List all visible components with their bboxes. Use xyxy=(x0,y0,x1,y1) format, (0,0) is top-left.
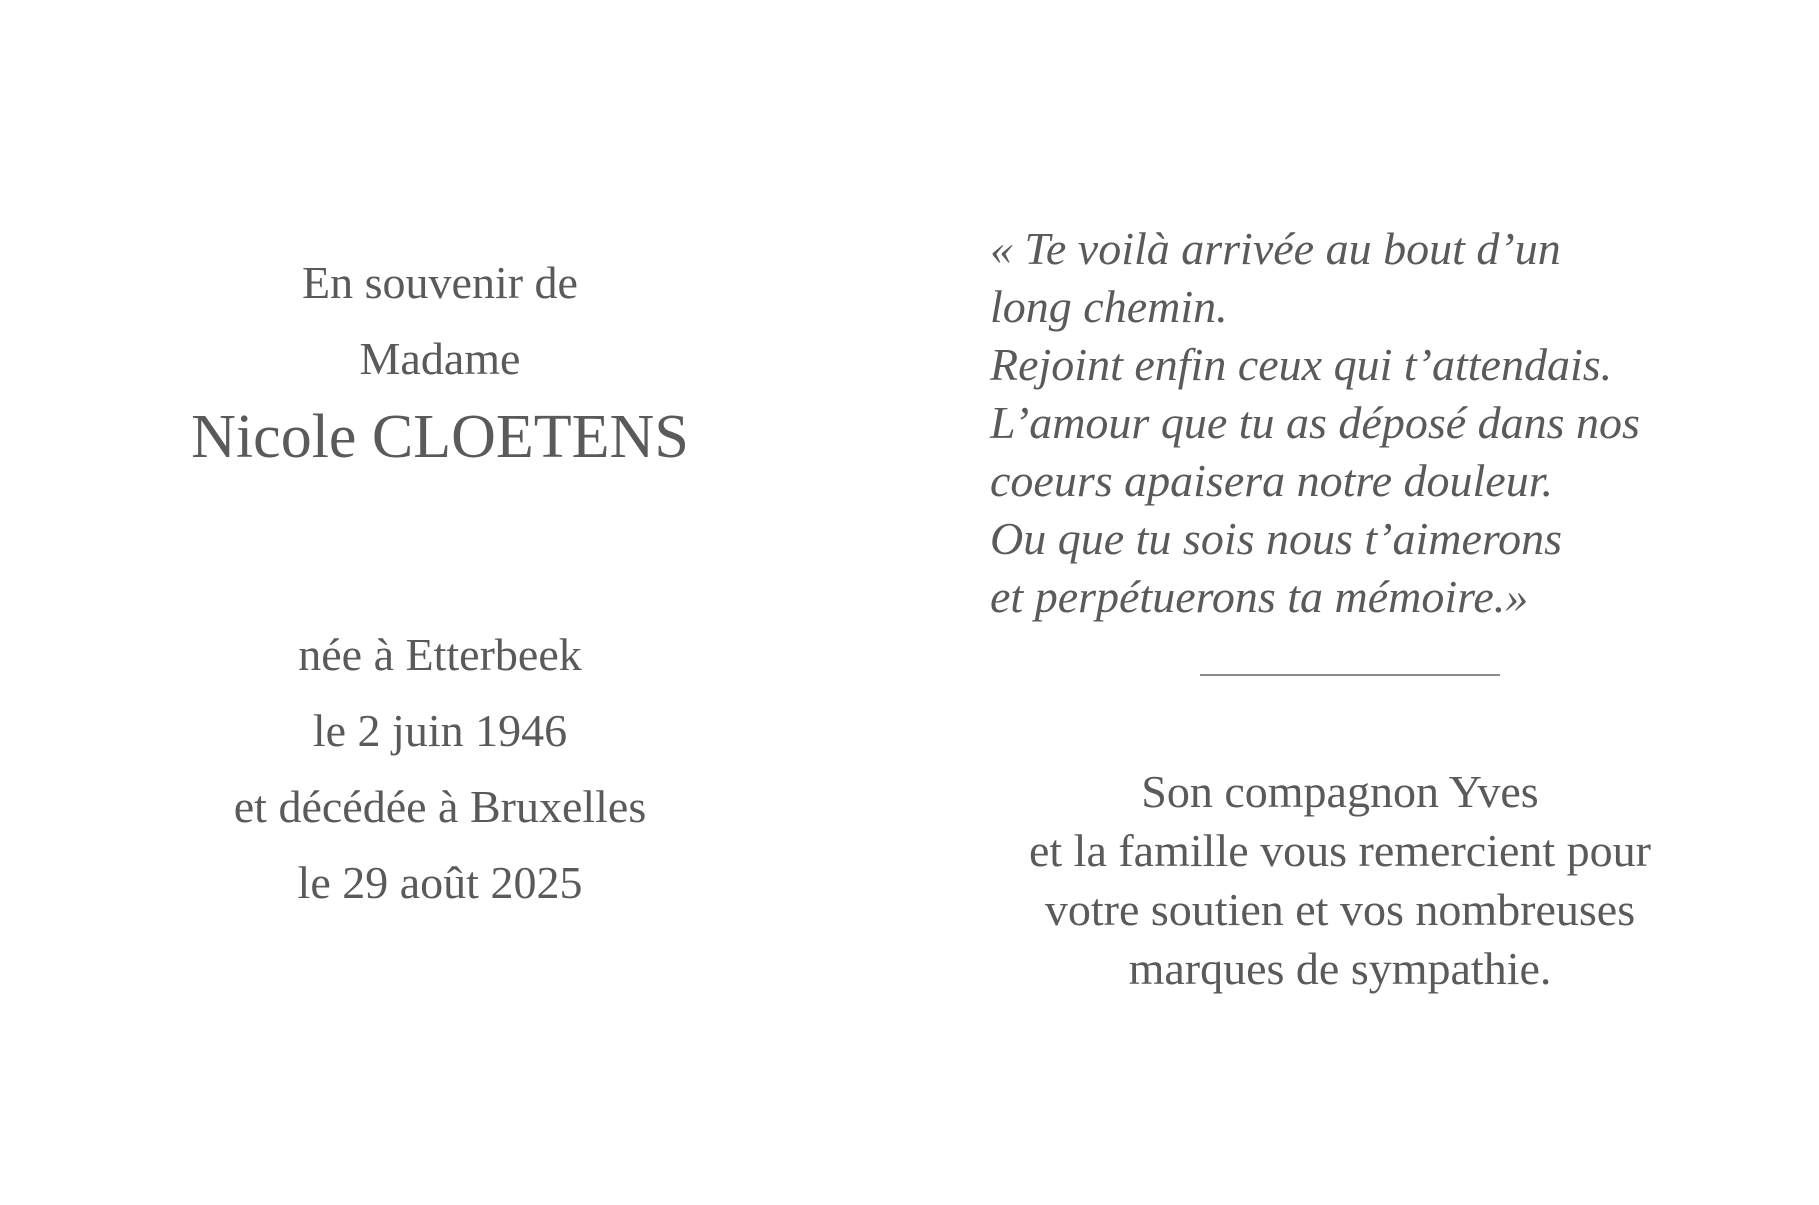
spacer xyxy=(140,477,740,617)
birth-date: le 2 juin 1946 xyxy=(312,705,568,756)
death-place: et décédée à Bruxelles xyxy=(233,781,647,832)
poem-line: long chemin. xyxy=(990,281,1228,332)
thanks-line: Son compagnon Yves xyxy=(1141,766,1539,817)
thanks-line: marques de sympathie. xyxy=(1128,943,1552,994)
separator-line xyxy=(1200,674,1500,676)
death-date: le 29 août 2025 xyxy=(297,857,583,908)
intro-text: En souvenir de xyxy=(302,257,578,308)
poem-line: L’amour que tu as déposé dans nos xyxy=(990,397,1640,448)
birth-place: née à Etterbeek xyxy=(298,629,582,680)
poem-line: Ou que tu sois nous t’aimerons xyxy=(990,513,1563,564)
poem xyxy=(990,220,1770,626)
poem-line: et perpétuerons ta mémoire.» xyxy=(990,571,1529,622)
poem-line: coeurs apaisera notre douleur. xyxy=(990,455,1554,506)
memorial-right-panel xyxy=(990,220,1770,998)
deceased-name: Nicole CLOETENS xyxy=(191,403,689,471)
thanks-line: et la famille vous remercient pour xyxy=(1028,825,1652,876)
poem-line: « Te voilà arrivée au bout d’un xyxy=(990,223,1561,274)
memorial-left-panel xyxy=(140,245,740,921)
poem-line: Rejoint enfin ceux qui t’attendais. xyxy=(990,339,1613,390)
thanks-message xyxy=(970,762,1710,998)
thanks-line: votre soutien et vos nombreuses xyxy=(1044,884,1636,935)
title-text: Madame xyxy=(359,333,521,384)
